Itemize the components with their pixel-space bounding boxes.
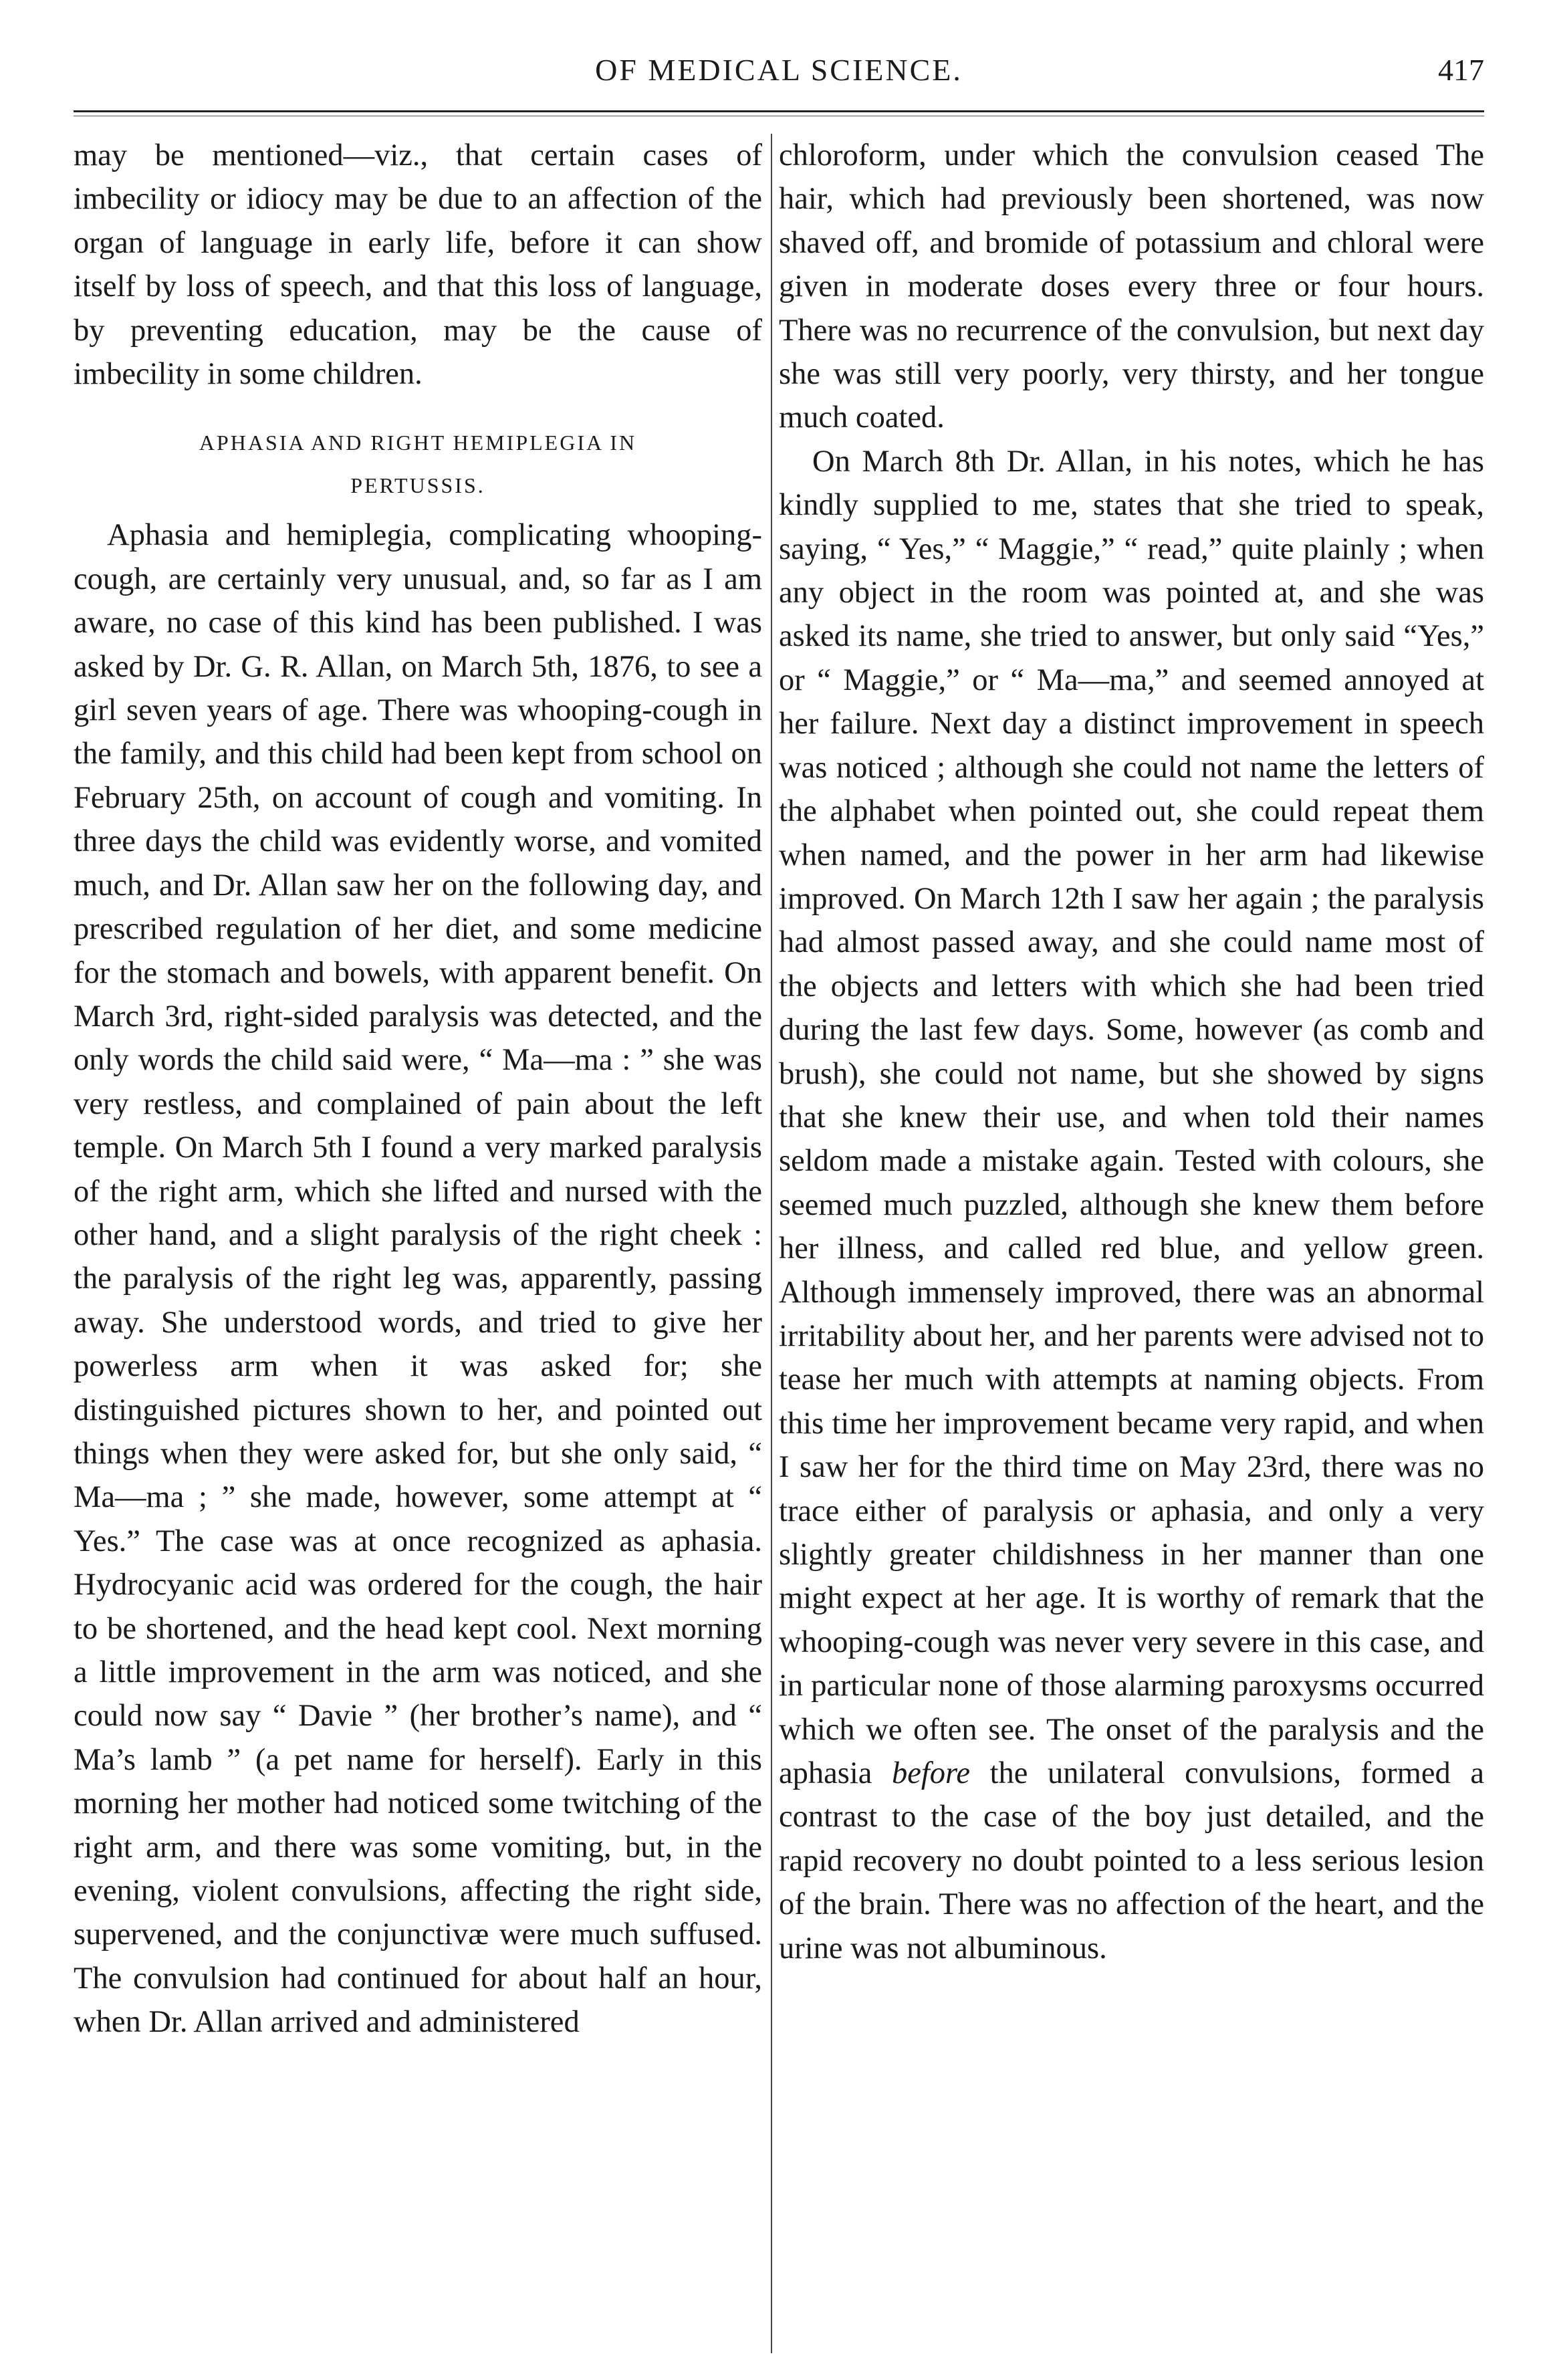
right-column [779, 134, 1484, 1970]
right-paragraph-continuation: chloroform, under which the convulsion ceased The hair, which had previously been shortened, was now shaved off, and bromide of potassium and chloral were given in moderate doses every three or four hours. There was no recurrence of the convulsion, but next day she was still very poorly, very thirsty, and her tongue much coated. [779, 138, 1484, 435]
section-heading [74, 421, 762, 507]
right-paragraph-case-notes [779, 440, 1484, 1970]
right-paragraph-text: On March 8th Dr. Allan, in his notes, which he has kindly supplied to me, states that she tried to speak, saying, “ Yes,” “ Maggie,” “ read,” quite plainly ; when any object in the room was pointed at, and she was asked its name, she tried to answer, but only said “Yes,” or “ Maggie,” or “ Ma—ma,” and seemed annoyed at her failure. Next day a distinct improvement in speech was noticed ; although she could not name the letters of the alphabet when pointed out, she could repeat them when named, and the power in her arm had likewise improved. On March 12th I saw her again ; the paralysis had almost passed away, and she could name most of the objects and letters with which she had been tried during the last few days. Some, however (as comb and brush), she could not name, but she showed by signs that she knew their use, and when told their names seldom made a mistake again. Tested with colours, she seemed much puzzled, although she knew them before her illness, and called red blue, and yellow green. Although immensely improved, there was an abnormal irritability about her, and her parents were advised not to tease her much with attempts at naming objects. From this time her improvement became very rapid, and when I saw her for the third time on May 23rd, there was no trace either of paralysis or aphasia, and only a very slightly greater childishness in her manner than one might expect at her age. It is worthy of remark that the whooping-cough was never very severe in this case, and in particular none of those alarming paroxysms occurred which we often see. The onset of the paralysis and the aphasia [779, 444, 1484, 1791]
section-heading-line1: APHASIA AND RIGHT HEMIPLEGIA IN [199, 431, 637, 455]
left-paragraph-case: Aphasia and hemiplegia, complicating whooping-cough, are certainly very unusual, and, so far as I am aware, no case of this kind has been published. I was asked by Dr. G. R. Allan, on March 5th, 1876, to see a girl seven years of age. There was whooping-cough in the family, and this child had been kept from school on February 25th, on account of cough and vomiting. In three days the child was evidently worse, and vomited much, and Dr. Allan saw her on the following day, and prescribed regulation of her diet, and some medicine for the stomach and bowels, with apparent benefit. On March 3rd, right-sided paralysis was detected, and the only words the child said were, “ Ma—ma : ” she was very restless, and complained of pain about the left temple. On March 5th I found a very marked paralysis of the right arm, which she lifted and nursed with the other hand, and a slight paralysis of the right cheek : the paralysis of the right leg was, apparently, passing away. She understood words, and tried to give her powerless arm when it was asked for; she distinguished pictures shown to her, and pointed out things when they were asked for, but she only said, “ Ma—ma ; ” she made, however, some attempt at “ Yes.” The case was at once recognized as aphasia. Hydrocyanic acid was ordered for the cough, the hair to be shortened, and the head kept cool. Next morning a little improvement in the arm was noticed, and she could now say “ Davie ” (her brother’s name), and “ Ma’s lamb ” (a pet name for herself). Early in this morning her mother had noticed some twitching of the right arm, and there was some vomiting, but, in the evening, violent convulsions, affecting the right side, supervened, and the conjunctivæ were much suffused. The convulsion had continued for about half an hour, when Dr. Allan arrived and administered [74, 518, 762, 2040]
italic-word: before [892, 1756, 971, 1791]
page-number: 417 [1438, 53, 1484, 87]
column-divider [771, 134, 772, 2353]
left-paragraph-continuation: may be mentioned—viz., that certain cases of imbecility or idiocy may be due to an affection of the organ of language in early life, before it can show itself by loss of speech, and that this loss of language, by preventing education, may be the cause of imbecility in some children. [74, 138, 762, 392]
running-head [74, 52, 1484, 106]
right-paragraph-text-end: the unilateral convulsions, formed a contrast to the case of the boy just detailed, and the rapid recovery no doubt pointed to a less serious lesion of the brain. There was no affection of the heart, and the urine was not albuminous. [779, 1756, 1484, 1966]
left-column [74, 134, 762, 2044]
header-rule [74, 110, 1484, 112]
section-heading-line2: PERTUSSIS. [350, 473, 485, 498]
running-title: OF MEDICAL SCIENCE. [595, 53, 963, 87]
